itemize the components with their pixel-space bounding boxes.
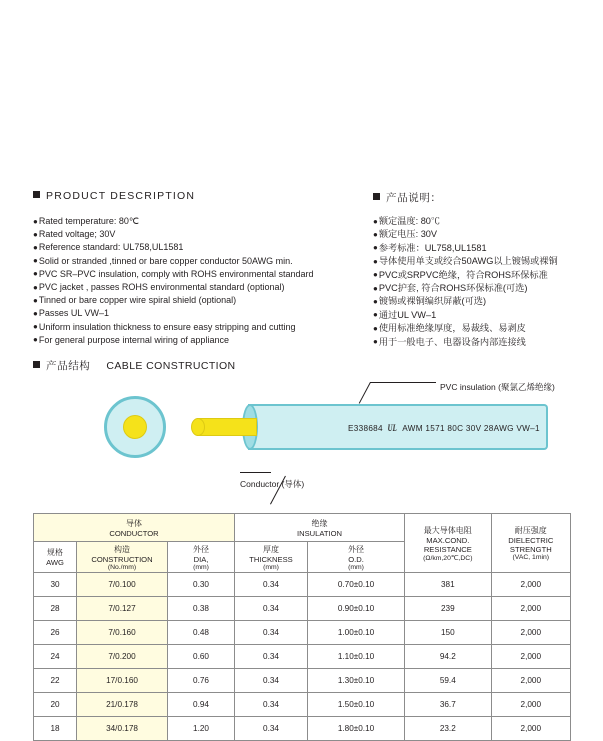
label-conductor: Conductor (导体) [240,479,305,489]
square-bullet-icon [33,191,40,198]
cell-dielectric: 2,000 [491,621,570,645]
table-row [34,621,571,645]
list-item: ● 用于一般电子、电器设备内部连接线 [373,336,558,349]
list-item: ● 使用标准绝缘厚度，易裁线、易剥皮 [373,322,558,335]
list-item: ● 镀锡或裸铜编织屏蔽(可选) [373,295,558,308]
column-header-resistance-en2: RESISTANCE [423,544,472,554]
column-header-conductor-dia-en: DIA, [193,554,209,564]
cell-construction: 17/0.160 [77,669,168,693]
column-header-od-cn: 外径 [348,544,364,554]
group-header-conductor-cn: 导体 [126,518,142,528]
column-header-thickness-cn: 厚度 [263,544,279,554]
cell-awg: 26 [34,621,77,645]
column-header-construction-unit: (No./mm) [107,563,137,571]
column-header-thickness [235,542,308,573]
heading-product-description-en-text: PRODUCT DESCRIPTION [46,190,196,202]
group-header-insulation-en: INSULATION [296,528,342,538]
cell-thickness: 0.34 [235,693,308,717]
list-item: ● PVC SR–PVC insulation, comply with ROHS environmental standard [33,268,313,281]
column-header-resistance-unit: (Ω/km,20℃,DC) [423,554,473,562]
column-header-resistance-en: MAX.COND. [426,535,470,545]
table-row [34,693,571,717]
list-item: ● Rated temperature: 80℃ [33,215,313,228]
group-header-conductor [34,514,235,542]
cell-od: 0.90±0.10 [308,597,405,621]
column-header-resistance-cn: 最大导体电阻 [423,525,472,535]
column-header-od-unit: (mm) [348,563,364,571]
cell-od: 1.30±0.10 [308,669,405,693]
column-header-dielectric-en: DIELECTRIC [508,536,554,545]
list-item: ● 通过UL VW–1 [373,309,558,322]
column-header-construction-cn: 构造 [114,544,130,554]
cell-od: 1.80±0.10 [308,717,405,741]
cell-resistance: 36.7 [405,693,492,717]
heading-cable-construction [33,358,236,373]
cell-awg: 22 [34,669,77,693]
square-bullet-icon [373,193,380,200]
column-header-construction [77,542,168,573]
column-header-conductor-dia [168,542,235,573]
cable-conductor-tip [191,418,205,436]
cell-resistance: 94.2 [405,645,492,669]
list-item: ● Tinned or bare copper wire spiral shield (optional) [33,294,313,307]
cell-awg: 24 [34,645,77,669]
list-item: ● Solid or stranded ,tinned or bare copper conductor 50AWG min. [33,255,313,268]
table-header-group-row [34,514,571,542]
cable-print-legend [348,423,540,433]
cell-conductor-dia: 0.48 [168,621,235,645]
cable-cross-section-conductor [123,415,147,439]
cell-dielectric: 2,000 [491,645,570,669]
group-header-insulation [235,514,405,542]
cell-od: 1.10±0.10 [308,645,405,669]
column-header-awg [34,542,77,573]
cell-thickness: 0.34 [235,597,308,621]
cell-dielectric: 2,000 [491,693,570,717]
cell-construction: 21/0.178 [77,693,168,717]
table-row [34,645,571,669]
cell-dielectric: 2,000 [491,669,570,693]
cell-thickness: 0.34 [235,573,308,597]
column-header-od-en: O.D. [348,554,364,564]
cell-conductor-dia: 0.38 [168,597,235,621]
column-header-dielectric-en2: STRENGTH [509,545,552,554]
column-header-od [308,542,405,573]
cell-conductor-dia: 0.76 [168,669,235,693]
cell-construction: 7/0.100 [77,573,168,597]
cell-resistance: 239 [405,597,492,621]
heading-cable-construction-en-text: CABLE CONSTRUCTION [106,360,236,372]
cell-awg: 20 [34,693,77,717]
print-legend-text: AWM 1571 80C 30V 28AWG VW–1 [402,424,540,433]
heading-cable-construction-cn-text: 产品结构 [46,360,91,372]
cell-construction: 7/0.200 [77,645,168,669]
column-header-resistance [405,514,492,573]
column-header-construction-en: CONSTRUCTION [91,554,153,564]
description-list-en [33,215,313,347]
cable-conductor-body [197,418,257,436]
heading-product-description-cn-text: 产品说明： [386,192,442,204]
column-header-conductor-dia-unit: (mm) [193,563,209,571]
column-header-thickness-unit: (mm) [263,563,279,571]
cell-thickness: 0.34 [235,717,308,741]
table-body [34,573,571,741]
list-item: ● 参考标准：UL758,UL1581 [373,242,558,255]
cell-construction: 7/0.160 [77,621,168,645]
label-insulation: PVC insulation (聚氯乙烯绝缘) [440,382,555,392]
cell-od: 0.70±0.10 [308,573,405,597]
cell-dielectric: 2,000 [491,717,570,741]
cell-thickness: 0.34 [235,621,308,645]
list-item: ● PVC护套, 符合ROHS环保标准(可选) [373,282,558,295]
list-item: ● 导体使用单支或绞合50AWG以上镀锡或裸铜 [373,255,558,268]
list-item: ● Uniform insulation thickness to ensure easy stripping and cutting [33,321,313,334]
column-header-conductor-dia-cn: 外径 [193,544,209,554]
cell-dielectric: 2,000 [491,597,570,621]
list-item: ● 额定温度: 80℃ [373,215,558,228]
table-row [34,573,571,597]
description-list-cn [373,215,558,349]
column-header-dielectric [491,514,570,573]
cell-conductor-dia: 0.60 [168,645,235,669]
specification-table [33,513,571,741]
cell-construction: 7/0.127 [77,597,168,621]
cell-awg: 30 [34,573,77,597]
list-item: ● PVC jacket , passes ROHS environmental standard (optional) [33,281,313,294]
list-item: ● Rated voltage; 30V [33,228,313,241]
group-header-conductor-en: CONDUCTOR [109,528,159,538]
cell-resistance: 59.4 [405,669,492,693]
cell-thickness: 0.34 [235,645,308,669]
heading-product-description-cn [373,190,442,205]
ul-logo-icon: UL [388,423,398,433]
list-item: ● PVC或SRPVC绝缘，符合ROHS环保标准 [373,269,558,282]
leader-line-insulation-diagonal [359,382,371,404]
cell-construction: 34/0.178 [77,717,168,741]
leader-line-conductor [240,472,271,473]
list-item: ● For general purpose internal wiring of appliance [33,334,313,347]
column-header-dielectric-unit: (VAC, 1min) [512,554,550,561]
heading-product-description-en [33,190,195,202]
list-item: ● 额定电压: 30V [373,228,558,241]
cell-od: 1.00±0.10 [308,621,405,645]
column-header-awg-en: AWG [46,558,64,567]
cell-conductor-dia: 0.94 [168,693,235,717]
cell-awg: 18 [34,717,77,741]
table-row [34,717,571,741]
cell-resistance: 23.2 [405,717,492,741]
column-header-dielectric-cn: 耐压强度 [514,526,547,535]
list-item: ● Passes UL VW–1 [33,307,313,320]
table-row [34,669,571,693]
group-header-insulation-cn: 绝缘 [311,518,328,528]
cell-thickness: 0.34 [235,669,308,693]
cell-od: 1.50±0.10 [308,693,405,717]
ul-file-number: E338684 [348,424,383,433]
cell-awg: 28 [34,597,77,621]
column-header-awg-cn: 规格 [47,548,63,557]
square-bullet-icon [33,361,40,368]
cell-resistance: 150 [405,621,492,645]
cell-dielectric: 2,000 [491,573,570,597]
cell-conductor-dia: 1.20 [168,717,235,741]
table-row [34,597,571,621]
cell-resistance: 381 [405,573,492,597]
leader-line-insulation [370,382,436,383]
list-item: ● Reference standard: UL758,UL1581 [33,241,313,254]
cell-conductor-dia: 0.30 [168,573,235,597]
column-header-thickness-en: THICKNESS [249,554,293,564]
